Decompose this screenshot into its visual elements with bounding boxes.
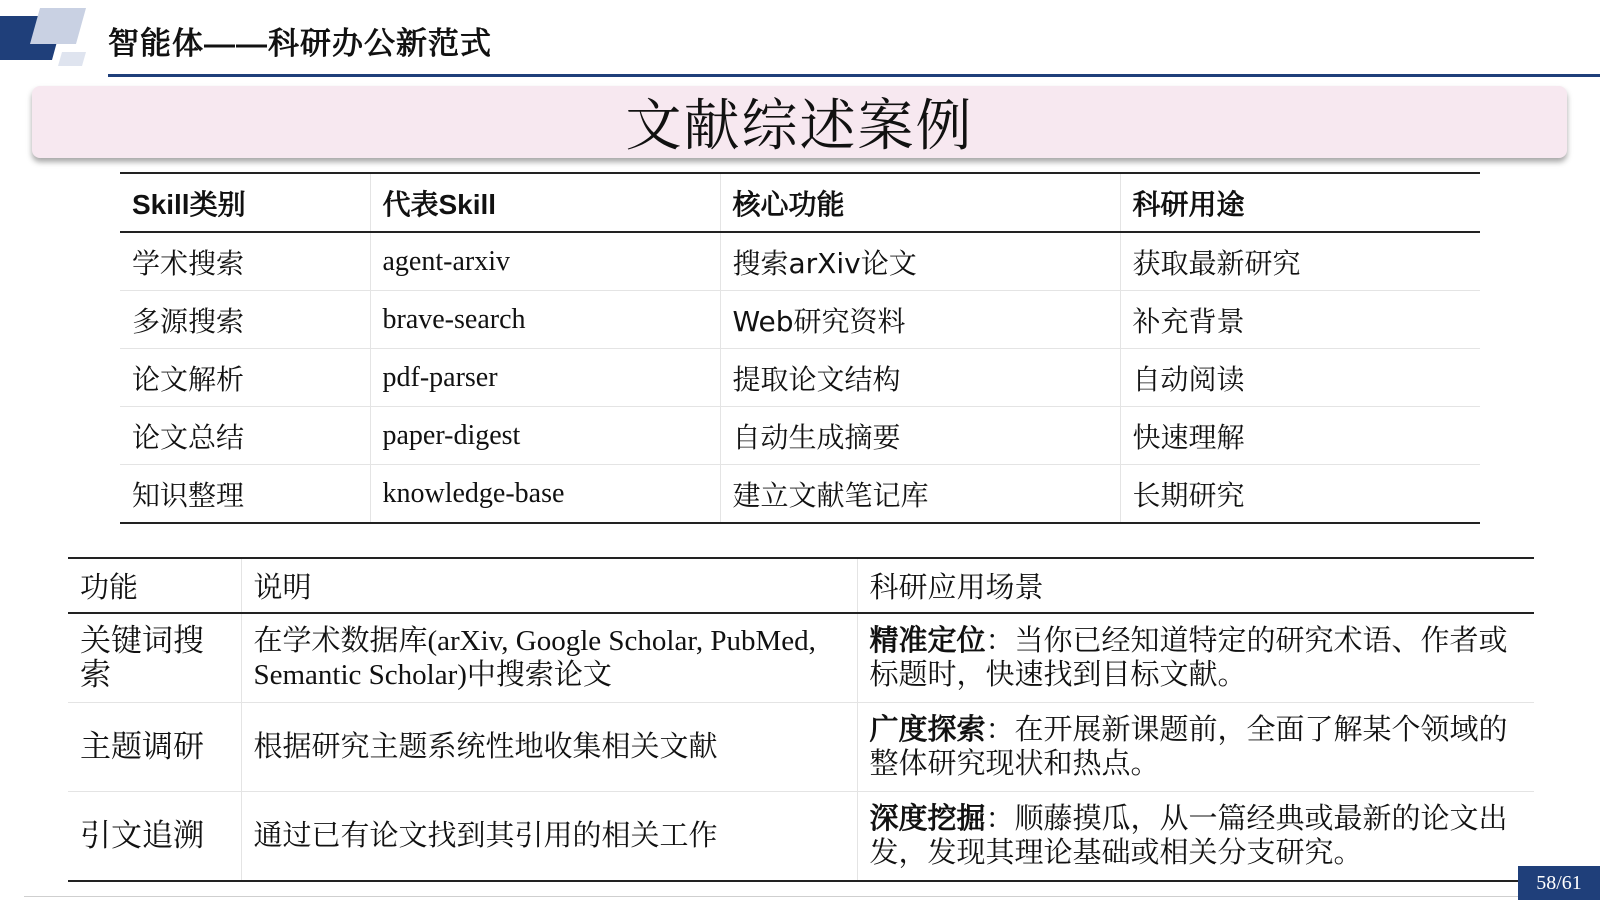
feature-name: 关键词搜索 xyxy=(68,613,241,703)
skills-header-cell: 核心功能 xyxy=(720,173,1120,232)
skills-header-row xyxy=(120,173,1480,232)
table-row xyxy=(120,232,1480,291)
skill-purpose: 快速理解 xyxy=(1120,407,1480,465)
table-row xyxy=(120,465,1480,524)
skills-table xyxy=(120,172,1480,524)
features-table xyxy=(68,557,1534,882)
feature-scenario xyxy=(857,792,1534,882)
feature-description: 在学术数据库(arXiv, Google Scholar, PubMed, Semantic Scholar)中搜索论文 xyxy=(241,613,857,703)
skill-name: paper-digest xyxy=(370,407,720,465)
skill-category: 学术搜索 xyxy=(120,232,370,291)
feature-scenario xyxy=(857,703,1534,792)
table-row xyxy=(68,703,1534,792)
skill-category: 论文总结 xyxy=(120,407,370,465)
features-header-cell: 说明 xyxy=(241,558,857,613)
table-row xyxy=(68,613,1534,703)
feature-name: 引文追溯 xyxy=(68,792,241,882)
features-header-row xyxy=(68,558,1534,613)
footer-divider xyxy=(24,896,1520,897)
scenario-text: ：顺藤摸瓜，从一篇经典或最新的论文出发，发现其理论基础或相关分支研究。 xyxy=(869,803,1508,869)
skills-header-cell: 科研用途 xyxy=(1120,173,1480,232)
scenario-lead: 广度探索 xyxy=(869,714,986,746)
feature-name: 主题调研 xyxy=(68,703,241,792)
skill-name: knowledge-base xyxy=(370,465,720,524)
scenario-text: ：在开展新课题前，全面了解某个领域的整体研究现状和热点。 xyxy=(869,714,1508,780)
feature-description: 根据研究主题系统性地收集相关文献 xyxy=(241,703,857,792)
skill-name: agent-arxiv xyxy=(370,232,720,291)
skill-function: Web研究资料 xyxy=(720,291,1120,349)
features-header-cell: 科研应用场景 xyxy=(857,558,1534,613)
skill-category: 多源搜索 xyxy=(120,291,370,349)
feature-description: 通过已有论文找到其引用的相关工作 xyxy=(241,792,857,882)
table-row xyxy=(120,407,1480,465)
header-divider xyxy=(108,74,1600,77)
logo-icon xyxy=(0,8,92,68)
skill-purpose: 长期研究 xyxy=(1120,465,1480,524)
table-row xyxy=(68,792,1534,882)
table-row xyxy=(120,291,1480,349)
header-title: 智能体——科研办公新范式 xyxy=(108,26,492,61)
skill-name: brave-search xyxy=(370,291,720,349)
skills-header-cell: 代表Skill xyxy=(370,173,720,232)
skill-function: 提取论文结构 xyxy=(720,349,1120,407)
slide-title: 文献综述案例 xyxy=(625,94,974,159)
skill-category: 论文解析 xyxy=(120,349,370,407)
page-number: 58/61 xyxy=(1518,866,1600,900)
skill-category: 知识整理 xyxy=(120,465,370,524)
feature-scenario xyxy=(857,613,1534,703)
scenario-lead: 深度挖掘 xyxy=(869,803,986,835)
skill-name: pdf-parser xyxy=(370,349,720,407)
skill-purpose: 补充背景 xyxy=(1120,291,1480,349)
skill-function: 搜索arXiv论文 xyxy=(720,232,1120,291)
skill-function: 自动生成摘要 xyxy=(720,407,1120,465)
table-row xyxy=(120,349,1480,407)
scenario-lead: 精准定位 xyxy=(869,625,986,657)
skills-header-cell: Skill类别 xyxy=(120,173,370,232)
skill-purpose: 自动阅读 xyxy=(1120,349,1480,407)
title-banner xyxy=(32,86,1567,158)
scenario-text: ：当你已经知道特定的研究术语、作者或标题时，快速找到目标文献。 xyxy=(869,625,1508,691)
features-header-cell: 功能 xyxy=(68,558,241,613)
skill-function: 建立文献笔记库 xyxy=(720,465,1120,524)
skill-purpose: 获取最新研究 xyxy=(1120,232,1480,291)
